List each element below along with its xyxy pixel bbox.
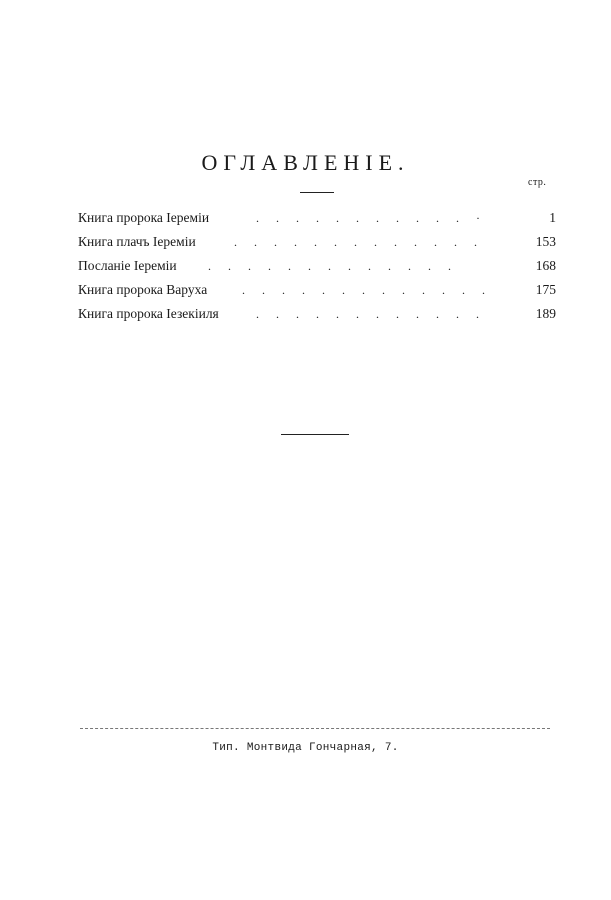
table-of-contents [78, 206, 556, 326]
toc-entry-title: Книга пророка Іезекіиля [78, 306, 219, 321]
toc-entry-page: 175 [535, 282, 556, 297]
toc-entry-page: 189 [535, 306, 556, 321]
toc-entry-page: 1 [549, 210, 556, 225]
toc-entry-title: Книга пророка Іереміи [78, 210, 210, 225]
title-divider [300, 192, 334, 193]
toc-entry [78, 254, 556, 278]
toc-entry-leader: . . . . . . . . . . . . . [234, 235, 484, 249]
section-divider [281, 434, 349, 435]
toc-entry-leader: . . . . . . . . . . . . . [208, 259, 458, 273]
toc-entry-leader: . . . . . . . . . . . . [256, 307, 486, 321]
toc-entry-title: Книга плачъ Іереміи [78, 234, 196, 249]
toc-entry [78, 206, 556, 230]
toc-entry-page: 153 [535, 234, 556, 249]
printer-imprint: Тип. Монтвида Гончарная, 7. [212, 742, 399, 754]
page-title: ОГЛАВЛЕНІЕ. [201, 150, 410, 175]
footer-divider [80, 728, 550, 729]
toc-entry-title: Посланіе Іереміи [78, 258, 177, 273]
toc-entry-leader: . . . . . . . . . . . . . [242, 283, 492, 297]
toc-entry-leader: . . . . . . . . . . . · [256, 211, 487, 225]
toc-entry [78, 302, 556, 326]
toc-entry [78, 278, 556, 302]
toc-entry-title: Книга пророка Варуха [78, 282, 208, 297]
toc-entry [78, 230, 556, 254]
toc-entry-page: 168 [535, 258, 556, 273]
page-column-label: стр. [528, 177, 547, 188]
